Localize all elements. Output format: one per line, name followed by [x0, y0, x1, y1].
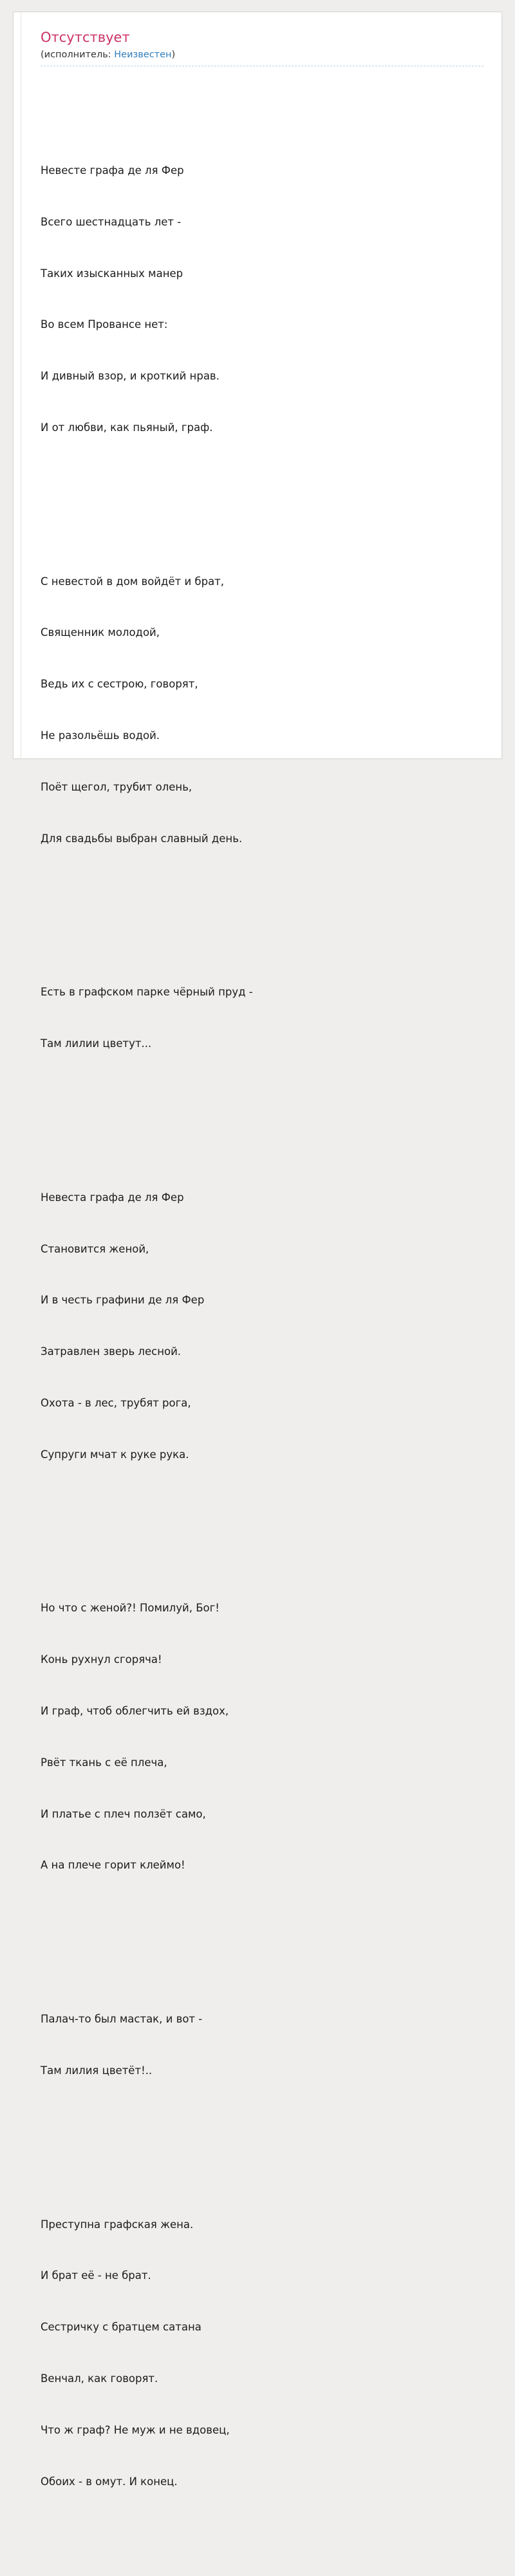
- lyrics-line: Палач-то был мастак, и вот -: [41, 2013, 203, 2026]
- lyrics-line: И граф, чтоб облегчить ей вздох,: [41, 1705, 229, 1718]
- lyrics-line: Невесте графа де ля Фер: [41, 164, 184, 177]
- lyrics-line: И брат её - не брат.: [41, 2269, 151, 2282]
- artist-line: [41, 50, 483, 66]
- lyrics-stanza: [41, 1566, 483, 1908]
- lyrics-line: Преступна графская жена.: [41, 2218, 194, 2231]
- lyrics-line: Конь рухнул сгоряча!: [41, 1653, 162, 1666]
- lyrics-line: Сестричку с братцем сатана: [41, 2321, 201, 2334]
- lyrics-line: Есть в графском парке чёрный пруд -: [41, 986, 253, 999]
- lyrics-line: Не разольёшь водой.: [41, 729, 160, 742]
- lyrics-line: Всего шестнадцать лет -: [41, 215, 182, 228]
- lyrics-body: [41, 77, 483, 2576]
- lyrics-line: Там лилия цветёт!..: [41, 2064, 153, 2077]
- lyrics-line: Что ж граф? Не муж и не вдовец,: [41, 2423, 230, 2436]
- lyrics-line: Затравлен зверь лесной.: [41, 1345, 182, 1358]
- page-sheet: [13, 12, 502, 2488]
- lyrics-line: Для свадьбы выбран славный день.: [41, 832, 243, 845]
- lyrics-line: А на плече горит клеймо!: [41, 1859, 185, 1872]
- lyrics-line: Обоих - в омут. И конец.: [41, 2475, 178, 2488]
- page-title: Отсутствует: [41, 30, 130, 45]
- lyrics-line: Во всем Провансе нет:: [41, 318, 168, 331]
- lyrics-stanza: [41, 950, 483, 1087]
- lyrics-line: И в честь графини де ля Фер: [41, 1294, 205, 1307]
- lyrics-line: И дивный взор, и кроткий нрав.: [41, 370, 220, 383]
- lyrics-line: Венчал, как говорят.: [41, 2372, 158, 2385]
- lyrics-line: Поёт щегол, трубит олень,: [41, 780, 192, 793]
- artist-suffix-label: ): [171, 50, 176, 60]
- lyrics-line: Невеста графа де ля Фер: [41, 1191, 184, 1204]
- lyrics-line: Священник молодой,: [41, 626, 160, 639]
- lyrics-line: Там лилии цветут...: [41, 1037, 152, 1050]
- lyrics-line: С невестой в дом войдёт и брат,: [41, 575, 225, 588]
- lyrics-line: Но что с женой?! Помилуй, Бог!: [41, 1602, 220, 1615]
- lyrics-stanza: [41, 539, 483, 881]
- lyrics-stanza: [41, 128, 483, 471]
- lyrics-line: Ведь их с сестрою, говорят,: [41, 678, 198, 691]
- lyrics-line: Таких изысканных манер: [41, 267, 183, 280]
- lyrics-stanza: [41, 2182, 483, 2524]
- artist-link[interactable]: Неизвестен: [114, 50, 172, 60]
- lyrics-line: Охота - в лес, трубят рога,: [41, 1396, 191, 1409]
- lyrics-line: И от любви, как пьяный, граф.: [41, 421, 213, 434]
- lyrics-line: Рвёт ткань с её плеча,: [41, 1756, 167, 1769]
- page-left-margin-rail: [14, 12, 21, 758]
- lyrics-stanza: [41, 1155, 483, 1498]
- page-content: [22, 12, 501, 2488]
- lyrics-line: Супруги мчат к руке рука.: [41, 1448, 189, 1461]
- lyrics-stanza: [41, 1977, 483, 2114]
- artist-prefix-label: (исполнитель:: [41, 50, 115, 60]
- lyrics-line: И платье с плеч ползёт само,: [41, 1807, 206, 1820]
- lyrics-line: Становится женой,: [41, 1242, 149, 1255]
